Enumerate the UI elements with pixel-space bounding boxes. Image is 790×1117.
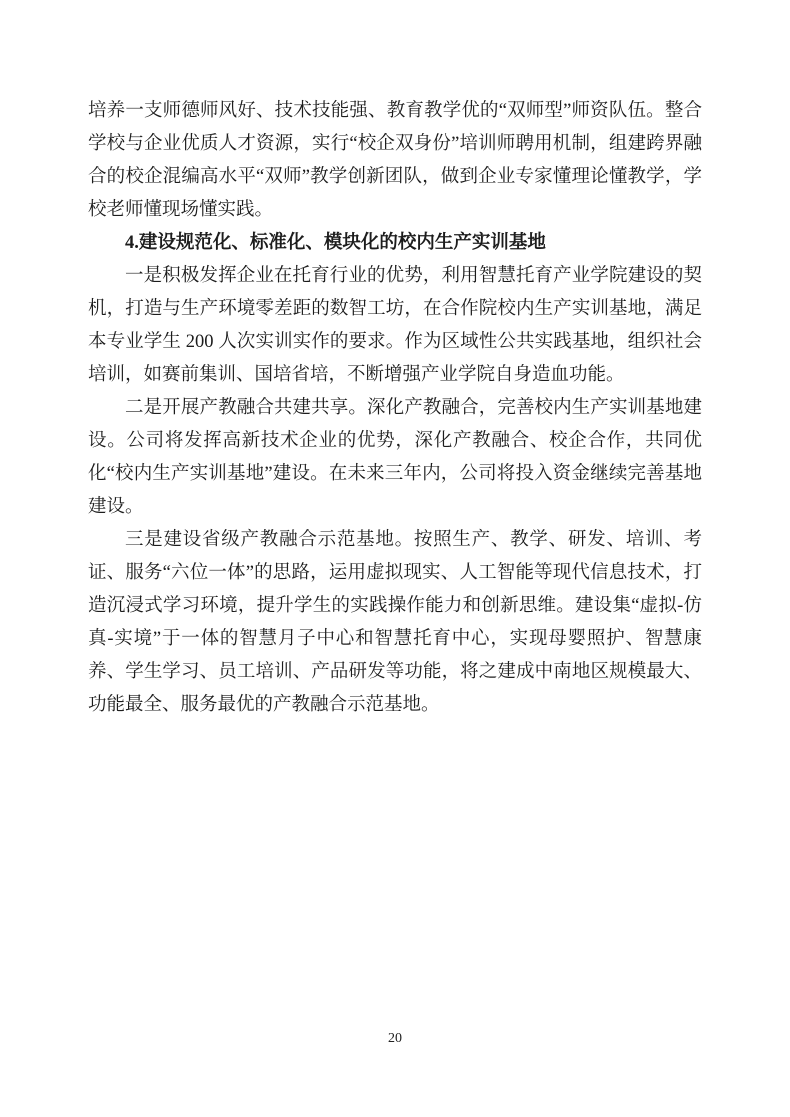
paragraph-point-one: 一是积极发挥企业在托育行业的优势，利用智慧托育产业学院建设的契机，打造与生产环境零差距的数智工坊，在合作院校内生产实训基地，满足本专业学生 200 人次实训实作的要求。作为区域性公共实践基地，组织社会培训，如赛前集训、国培省培，不断增强产业学院自身造血功能。	[88, 266, 702, 385]
paragraph-point-three: 三是建设省级产教融合示范基地。按照生产、教学、研发、培训、考证、服务“六位一体”的思路，运用虚拟现实、人工智能等现代信息技术，打造沉浸式学习环境，提升学生的实践操作能力和创新思维。建设集“虚拟-仿真-实境”于一体的智慧月子中心和智慧托育中心，实现母婴照护、智慧康养、学生学习、员工培训、产品研发等功能，将之建成中南地区规模最大、功能最全、服务最优的产教融合示范基地。	[88, 530, 702, 715]
paragraph-point-two: 二是开展产教融合共建共享。深化产教融合，完善校内生产实训基地建设。公司将发挥高新技术企业的优势，深化产教融合、校企合作，共同优化“校内生产实训基地”建设。在未来三年内，公司将投入资金继续完善基地建设。	[88, 398, 702, 517]
document-body	[88, 95, 702, 722]
paragraph-continued: 培养一支师德师风好、技术技能强、教育教学优的“双师型”师资队伍。整合学校与企业优质人才资源，实行“校企双身份”培训师聘用机制，组建跨界融合的校企混编高水平“双师”教学创新团队，做到企业专家懂理论懂教学，学校老师懂现场懂实践。	[88, 101, 702, 220]
section-heading: 4.建设规范化、标准化、模块化的校内生产实训基地	[125, 233, 546, 253]
page-number: 20	[388, 1031, 402, 1046]
